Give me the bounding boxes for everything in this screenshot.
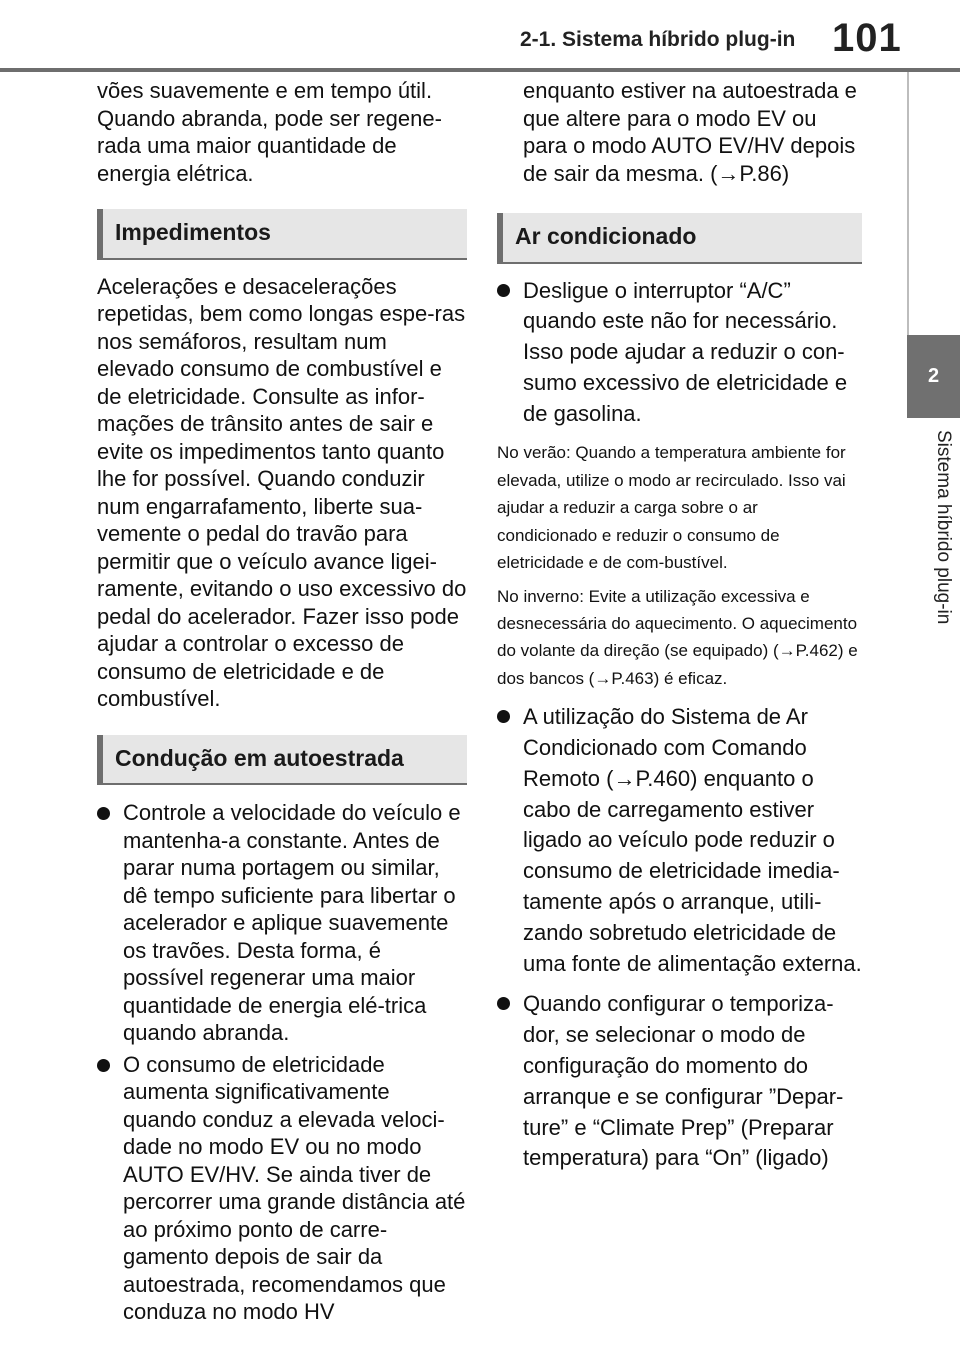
note-inverno: No inverno: Evite a utilização excessiva e desnecessária do aquecimento. O aquecimento do volante da direção (se equipado) (→P.462) e dos bancos (→P.463) é eficaz. bbox=[497, 586, 858, 688]
left-column bbox=[97, 77, 467, 1326]
ar-bullet-2: A utilização do Sistema de Ar Condicionado com Comando Remoto (→P.460) enquanto o cabo de carregamento estiver ligado ao veículo pode reduzir o consumo de eletricidade imedia-tamente após o arranque, utili-zando sobretudo eletricidade de uma fonte de alimentação externa. bbox=[497, 702, 862, 979]
chapter-label: Sistema híbrido plug-in bbox=[933, 430, 954, 625]
autoestrada-bullet-1: Controle a velocidade do veículo e mantenha-a constante. Antes de parar numa portagem ou similar, dê tempo suficiente para libertar o acelerador e aplique suavemente os travões. Desta forma, é possível regenerar uma maior quantidade de energia elé-trica quando abranda. bbox=[97, 799, 467, 1047]
continuation-paragraph: enquanto estiver na autoestrada e que altere para o modo EV ou para o modo AUTO EV/HV depois de sair da mesma. (→P.86) bbox=[523, 78, 857, 186]
page-number: 101 bbox=[832, 16, 902, 60]
impedimentos-heading: Impedimentos bbox=[97, 209, 467, 260]
note-verao: No verão: Quando a temperatura ambiente for elevada, utilize o modo ar recirculado. Isso vai ajudar a reduzir a carga sobre o ar condicionado e reduzir o consumo de eletricidade e de com-bustível. bbox=[497, 443, 846, 573]
chapter-tab bbox=[907, 335, 960, 418]
side-margin-line bbox=[907, 72, 960, 335]
chapter-number: 2 bbox=[927, 365, 940, 387]
impedimentos-paragraph: Acelerações e desacelerações repetidas, bem como longas espe-ras nos semáforos, resultam num elevado consumo de combustível e de eletricidade. Consulte as infor-mações de trânsito antes de sair e evite os impedimentos tanto quanto lhe for possível. Quando conduzir num engarrafamento, liberte sua-vemente o pedal do travão para permitir que o veículo avance ligei-ramente, evitando o uso excessivo do pedal do acelerador. Fazer isso pode ajudar a controlar o excesso de consumo de eletricidade e de combustível. bbox=[97, 273, 467, 711]
autoestrada-bullet-2: O consumo de eletricidade aumenta significativamente quando conduz a elevada veloci-dade no modo EV ou no modo AUTO EV/HV. Se ainda tiver de percorrer uma grande distância até ao próximo ponto de carre-gamento depois de sair da autoestrada, recomendamos que conduza no modo HV bbox=[97, 1051, 467, 1326]
ar-condicionado-heading: Ar condicionado bbox=[497, 213, 862, 264]
section-title: 2-1. Sistema híbrido plug-in bbox=[520, 28, 796, 51]
header-rule bbox=[0, 68, 960, 72]
autoestrada-heading: Condução em autoestrada bbox=[97, 735, 467, 786]
ar-bullet-1: Desligue o interruptor “A/C” quando este não for necessário. Isso pode ajudar a reduzir o con-sumo excessivo de eletricidade e de gasolina. bbox=[497, 276, 862, 430]
right-column bbox=[497, 77, 862, 1174]
intro-paragraph: vões suavemente e em tempo útil. Quando abranda, pode ser regene-rada uma maior quantidade de energia elétrica. bbox=[97, 78, 442, 186]
ar-bullet-3: Quando configurar o temporiza-dor, se selecionar o modo de configuração do momento do arranque e se configurar ”Depar-ture” e “Climate Prep” (Preparar temperatura) para “On” (ligado) bbox=[497, 989, 862, 1174]
